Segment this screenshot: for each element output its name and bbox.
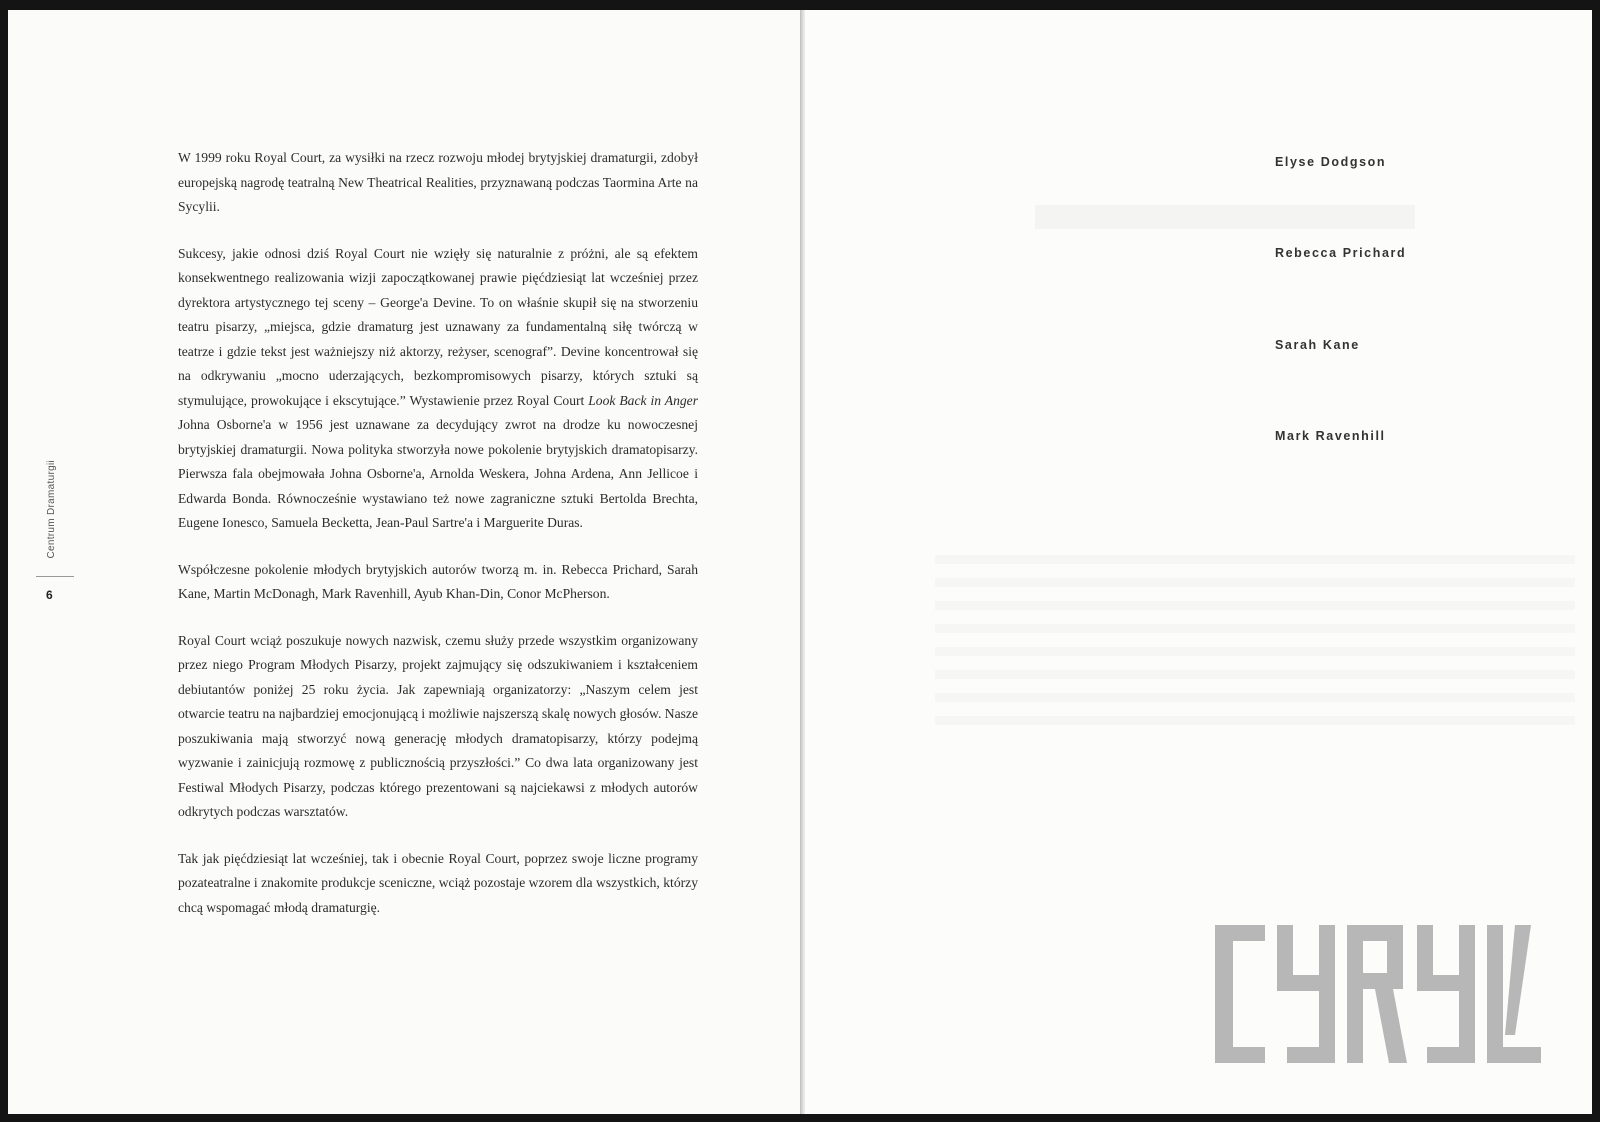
paragraph-2-text: Sukcesy, jakie odnosi dziś Royal Court nie wzięły się naturalnie z próżni, ale są efektem konsekwentnego realizowania wizji zapoczątkowanej prawie pięćdziesiąt lat wcześniej przez dyrektora artystycznego tej sceny – George'a Devine. To on właśnie skupił się na stworzeniu teatru pisarzy, „miejsca, gdzie dramaturg jest uznawany za fundamentalną siłę twórczą w teatrze i gdzie tekst jest ważniejszy niż aktorzy, reżyser, scenograf”. Devine koncentrował się na odkrywaniu „mocno uderzających, bezkompromisowych pisarzy, których sztuki są stymulujące, prowokujące i ekscytujące.”	[178, 245, 698, 408]
author-name: Elyse Dodgson	[1275, 155, 1387, 169]
paragraph-3: Współczesne pokolenie młodych brytyjskich autorów tworzą m. in. Rebecca Prichard, Sarah Kane, Martin McDonagh, Mark Ravenhill, Ayub Khan-Din, Conor McPherson.	[178, 561, 698, 601]
cyryl-watermark-logo	[1215, 915, 1545, 1067]
paragraph-4: Royal Court wciąż poszukuje nowych nazwisk, czemu służy przede wszystkim organizowany przez niego Program Młodych Pisarzy, projekt zajmujący się odszukiwaniem i kształceniem debiutantów poniżej 25 roku życia. Jak zapewniają organizatorzy: „Naszym celem jest otwarcie teatru na najbardziej emocjonującą i możliwie najszerszą skalę nowych głosów. Nasze poszukiwania mają stworzyć nową generację młodych dramatopisarzy, którzy podejmą wyzwanie i zainicjują rozmowę z publicznością przyszłości.” Co dwa lata organizowany jest Festiwal Młodych Pisarzy, podczas którego prezentowani są najciekawsi z młodych autorów odkrytych podczas warsztatów.	[178, 632, 698, 819]
show-through-text	[935, 555, 1575, 735]
page-number: 6	[46, 588, 53, 602]
left-page	[8, 10, 803, 1114]
watermark-glyphs	[1215, 915, 1545, 1067]
author-name: Mark Ravenhill	[1275, 429, 1386, 443]
paragraph-2-cont: Wystawienie przez Royal Court	[409, 392, 585, 408]
running-head: Centrum Dramaturgii	[46, 460, 57, 559]
body-text	[178, 146, 698, 942]
author-name: Sarah Kane	[1275, 338, 1360, 352]
paragraph-1: W 1999 roku Royal Court, za wysiłki na rzecz rozwoju młodej brytyjskiej dramaturgii, zdobył europejską nagrodę teatralną New Theatrical Realities, przyznawaną podczas Taormina Arte na Sycylii.	[178, 150, 698, 214]
author-name: Rebecca Prichard	[1275, 246, 1407, 260]
paragraph-2-end: Johna Osborne'a w 1956 jest uznawane za decydujący zwrot na drodze ku nowoczesnej brytyjskiej dramaturgii. Nowa polityka stworzyła nowe pokolenie brytyjskich dramatopisarzy. Pierwsza fala obejmowała Johna Osborne'a, Arnolda Weskera, Johna Ardena, Ann Jellicoe i Edwarda Bonda. Równocześnie wystawiano też nowe zagraniczne sztuki Bertolda Brechta, Eugene Ionesco, Samuela Becketta, Jean-Paul Sartre'a i Marguerite Duras.	[178, 417, 698, 530]
play-title: Look Back in Anger	[588, 392, 698, 408]
paragraph-5: Tak jak pięćdziesiąt lat wcześniej, tak i obecnie Royal Court, poprzez swoje liczne programy pozateatralne i znakomite produkcje sceniczne, wciąż pozostaje wzorem dla wszystkich, którzy chcą wspomagać młodą dramaturgię.	[178, 850, 698, 915]
show-through-heading	[1035, 205, 1415, 229]
paragraph-2	[178, 242, 698, 536]
margin-rule	[36, 576, 74, 577]
right-page	[805, 10, 1592, 1114]
